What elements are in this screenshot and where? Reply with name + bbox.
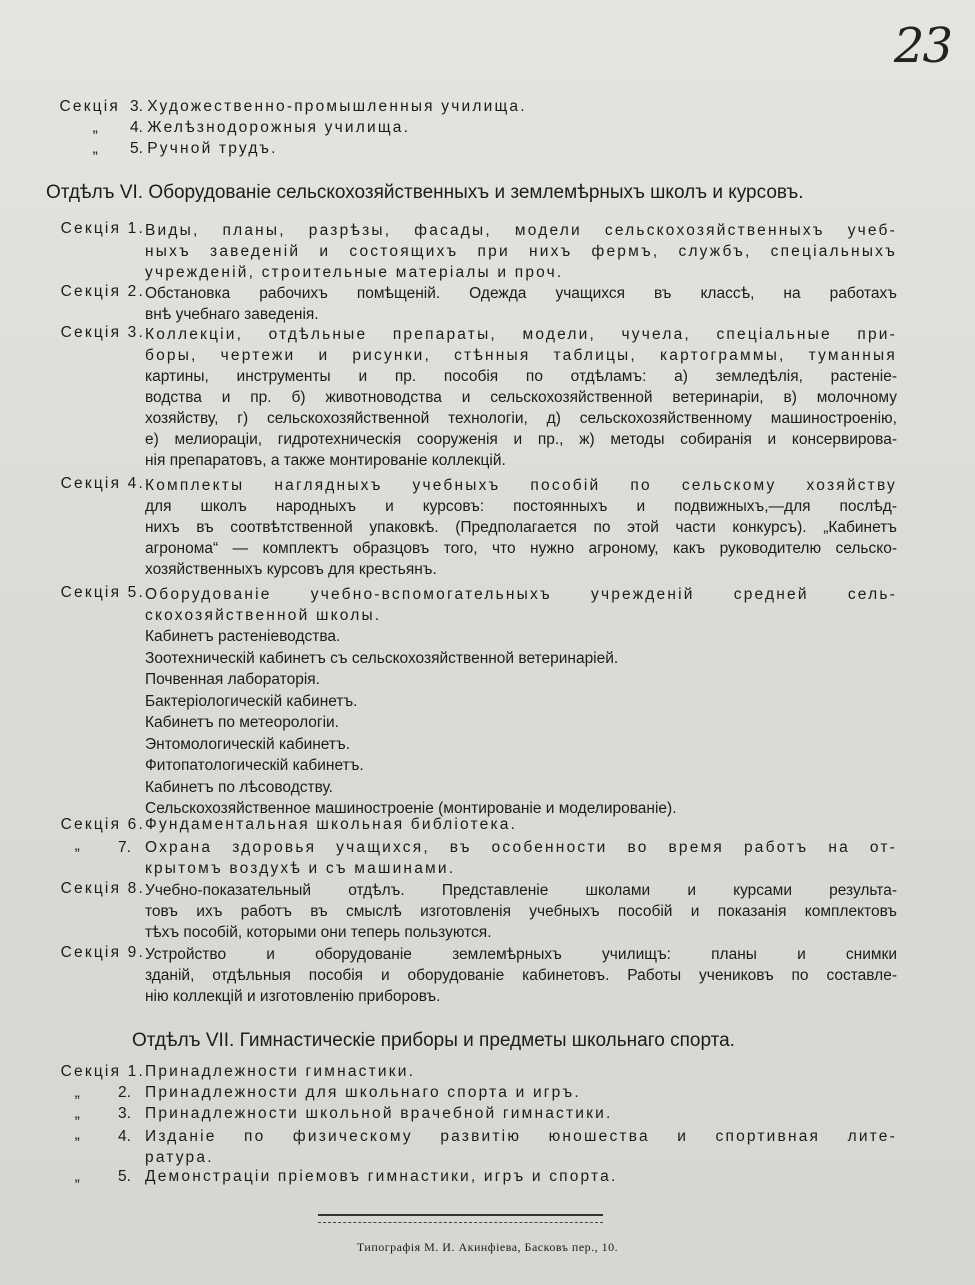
section-6-5: Секція 5. Оборудованіе учебно-вспомогательныхъ учрежденій средней сель- скохозяйственной школы. Кабинетъ растеніеводства. Зоотехническій кабинетъ съ сельскохозяйственной ветеринаріей. Почвенная лабораторія. Бактеріологическій кабинетъ. Кабинетъ по метеорологіи. Энтомологическій кабинетъ. Фитопатологическій кабинетъ. Кабинетъ по лѣсоводству. Сельскохозяйственное машиностроеніе (монтированіе и моделированіе).: [0, 584, 975, 626]
section-row: [0, 1084, 975, 1105]
section-6-7: „ 7. Охрана здоровья учащихся, въ особенности во время работъ на от- крытомъ воздухѣ и съ машинами.: [0, 837, 975, 879]
section-6-6: [0, 816, 975, 837]
section-title: Фундаментальная школьная библіотека.: [145, 816, 518, 833]
list-item: Кабинетъ растеніеводства.: [145, 628, 341, 645]
section-6-9: Секція 9. Устройство и оборудованіе землемѣрныхъ училищъ: планы и снимки зданій, отдѣльныя пособія и оборудованіе кабинетовъ. Работы учениковъ по составле- нію коллекцій и изготовленію приборовъ.: [0, 944, 975, 1007]
section-6-8: Секція 8. Учебно-показательный отдѣлъ. Представленіе школами и курсами результа- товъ ихъ работъ въ смыслѣ изготовленія учебныхъ пособій и показанія комплектовъ тѣхъ пособій, которыми они теперь пользуются.: [0, 880, 975, 943]
section-number: 3.: [130, 98, 143, 115]
section-label: Секція 9.: [60, 944, 145, 961]
ditto-mark: „: [92, 140, 100, 157]
section-number: 3.: [118, 1105, 131, 1122]
section-row: [0, 119, 975, 140]
section-title: Принадлежности для школьнаго спорта и игръ.: [145, 1084, 581, 1101]
ditto-mark: „: [74, 1126, 82, 1143]
section-label: Секція 4.: [60, 475, 145, 492]
top-sections: [0, 98, 975, 161]
department-7-heading: Отдѣлъ VII. Гимнастическіе приборы и предметы школьнаго спорта.: [132, 1030, 735, 1051]
page-number: 23: [893, 18, 951, 74]
list-item: Кабинетъ по лѣсоводству.: [145, 778, 333, 796]
section-row: [0, 98, 975, 119]
section-6-4: Секція 4. Комплекты наглядныхъ учебныхъ пособій по сельскому хозяйству для школъ народныхъ и курсовъ: постоянныхъ и подвижныхъ,—для послѣд- нихъ въ соотвѣтственной упаковкѣ. (Предполагается по этой части конкурсъ). „Кабинетъ агронома“ — комплектъ образцовъ того, что нужно агроному, какъ руководителю сельско- хозяйственныхъ курсовъ для крестьянъ.: [0, 475, 975, 580]
section-row: „ 4. Изданіе по физическому развитію юношества и спортивная лите- ратура.: [0, 1126, 975, 1168]
list-item: Энтомологическій кабинетъ.: [145, 735, 351, 753]
ditto-mark: „: [92, 119, 100, 136]
section-row: [0, 1063, 975, 1084]
footer-rule: [318, 1214, 603, 1223]
ditto-mark: „: [74, 1168, 82, 1185]
section-row: [0, 1105, 975, 1126]
section-title: Демонстраціи пріемовъ гимнастики, игръ и спорта.: [145, 1168, 618, 1185]
section-label: Секція 2.: [60, 283, 145, 300]
section-title: Художественно-промышленныя училища.: [147, 98, 527, 115]
section-6-3: Секція 3. Коллекціи, отдѣльные препараты, модели, чучела, спеціальные при- боры, чертежи и рисунки, стѣнныя таблицы, картограммы, туманныя картины, инструменты и пр. пособія по отдѣламъ: а) земледѣлія, растеніе- водства и пр. б) животноводства и сельскохозяйственной ветеринаріи, в) молочному хозяйству, г) сельскохозяйственной технологіи, д) сельскохозяйственному машиностроенію, е) мелиораціи, гидротехническія сооруженія и пр., ж) методы собиранія и консервирова- нія препаратовъ, а также монтированіе коллекцій.: [0, 324, 975, 471]
section-title: Принадлежности школьной врачебной гимнастики.: [145, 1105, 613, 1122]
section-label: Секція: [59, 98, 120, 115]
cabinet-list: [145, 626, 677, 820]
section-number: 7.: [118, 839, 131, 856]
section-title: Принадлежности гимнастики.: [145, 1063, 416, 1080]
section-title: Ручной трудъ.: [147, 140, 278, 157]
section-6-2: Секція 2. Обстановка рабочихъ помѣщеній. Одежда учащихся въ классѣ, на работахъ внѣ учебнаго заведенія.: [0, 283, 975, 325]
section-label: Секція 6.: [60, 816, 145, 833]
list-item: Почвенная лабораторія.: [145, 671, 320, 688]
section-row: [0, 1168, 975, 1189]
printer-imprint: Типографія М. И. Акинфіева, Басковъ пер., 10.: [356, 1240, 619, 1254]
list-item: Бактеріологическій кабинетъ.: [145, 692, 358, 710]
section-number: 5.: [118, 1168, 131, 1185]
section-label: Секція 5.: [60, 584, 145, 601]
section-label: Секція 8.: [60, 880, 145, 897]
section-number: 4.: [118, 1128, 131, 1145]
list-item: Кабинетъ по метеорологіи.: [145, 714, 339, 731]
list-item: Зоотехническій кабинетъ съ сельскохозяйственной ветеринаріей.: [145, 649, 619, 667]
section-6-1: Секція 1. Виды, планы, разрѣзы, фасады, модели сельскохозяйственныхъ учеб- ныхъ заведеній и состоящихъ при нихъ фермъ, службъ, спеціальныхъ учрежденій, строительные матеріалы и проч.: [0, 220, 975, 283]
section-title: Желѣзнодорожныя училища.: [147, 119, 411, 136]
section-label: Секція 1.: [60, 220, 145, 237]
ditto-mark: „: [74, 1084, 82, 1101]
department-6-heading: Отдѣлъ VI. Оборудованіе сельскохозяйственныхъ и землемѣрныхъ школъ и курсовъ.: [46, 182, 804, 203]
department-7-sections: [0, 1063, 975, 1189]
section-number: 4.: [130, 119, 143, 136]
list-item: Сельскохозяйственное машиностроеніе (монтированіе и моделированіе).: [145, 800, 677, 817]
section-label: Секція 3.: [60, 324, 145, 341]
ditto-mark: „: [74, 1105, 82, 1122]
section-number: 2.: [118, 1084, 131, 1101]
section-row: [0, 140, 975, 161]
section-number: 5.: [130, 140, 143, 157]
list-item: Фитопатологическій кабинетъ.: [145, 757, 364, 774]
section-label: Секція 1.: [60, 1063, 145, 1080]
ditto-mark: „: [74, 837, 82, 854]
